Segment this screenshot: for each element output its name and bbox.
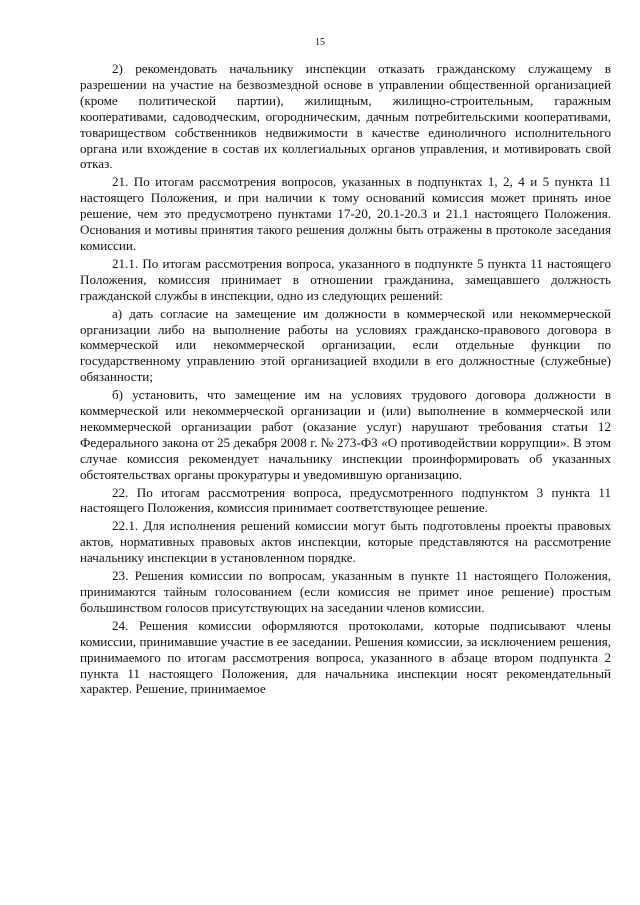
paragraph-21-1: 21.1. По итогам рассмотрения вопроса, указанного в подпункте 5 пункта 11 настоящего Положения, комиссия принимает в отношении гражданина, замещавшего должность гражданской службы в инспекции, одно из следующих решений:	[80, 255, 611, 303]
page-number: 15	[315, 37, 325, 48]
paragraph-22: 22. По итогам рассмотрения вопроса, предусмотренного подпунктом 3 пункта 11 настоящего Положения, комиссия принимает соответствующее решение.	[80, 484, 611, 516]
paragraph-23: 23. Решения комиссии по вопросам, указанным в пункте 11 настоящего Положения, принимаются тайным голосованием (если комиссия не примет иное решение) простым большинством голосов присутствующих на заседании членов комиссии.	[80, 568, 611, 615]
paragraph-22-1: 22.1. Для исполнения решений комиссии могут быть подготовлены проекты правовых актов, нормативных правовых актов инспекции, которые представляются на рассмотрение начальнику инспекции в установленном порядке.	[80, 518, 611, 566]
paragraph-21-1-b: б) установить, что замещение им на условиях трудового договора должности в коммерческой или некоммерческой организации и (или) выполнение в коммерческой или некоммерческой организации работ (оказание услуг) нарушают требования статьи 12 Федерального закона от 25 декабря 2008 г. № 273-ФЗ «О противодействии коррупции». В этом случае комиссия рекомендует начальнику инспекции проинформировать об указанных обстоятельствах органы прокуратуры и уведомившую организацию.	[80, 387, 611, 482]
paragraph-21-1-a: а) дать согласие на замещение им должности в коммерческой или некоммерческой организации либо на выполнение работы на условиях гражданско-правового договора в коммерческой или некоммерческой организации, если отдельные функции по государственному управлению этой организацией входили в его должностные (служебные) обязанности;	[80, 305, 611, 385]
paragraph-item-2: 2) рекомендовать начальнику инспекции отказать гражданскому служащему в разрешении на участие на безвозмездной основе в управлении общественной организацией (кроме политической партии), жилищным, жилищно-строительным, гаражным кооперативами, садоводческим, огородническим, дачным потребительскими кооперативами, товариществом собственников недвижимости в качестве единоличного исполнительного органа или вхождение в состав их коллегиальных органов управления, и мотивировать свой отказ.	[80, 61, 611, 172]
document-body	[80, 61, 611, 699]
paragraph-24: 24. Решения комиссии оформляются протоколами, которые подписывают члены комиссии, принимавшие участие в ее заседании. Решения комиссии, за исключением решения, принимаемого по итогам рассмотрения вопроса, указанного в абзаце втором подпункта 2 пункта 11 настоящего Положения, для начальника инспекции носят рекомендательный характер. Решение, принимаемое	[80, 617, 611, 697]
paragraph-21: 21. По итогам рассмотрения вопросов, указанных в подпунктах 1, 2, 4 и 5 пункта 11 настоящего Положения, и при наличии к тому оснований комиссия может принять иное решение, чем это предусмотрено пунктами 17-20, 20.1-20.3 и 21.1 настоящего Положения. Основания и мотивы принятия такого решения должны быть отражены в протоколе заседания комиссии.	[80, 174, 611, 253]
